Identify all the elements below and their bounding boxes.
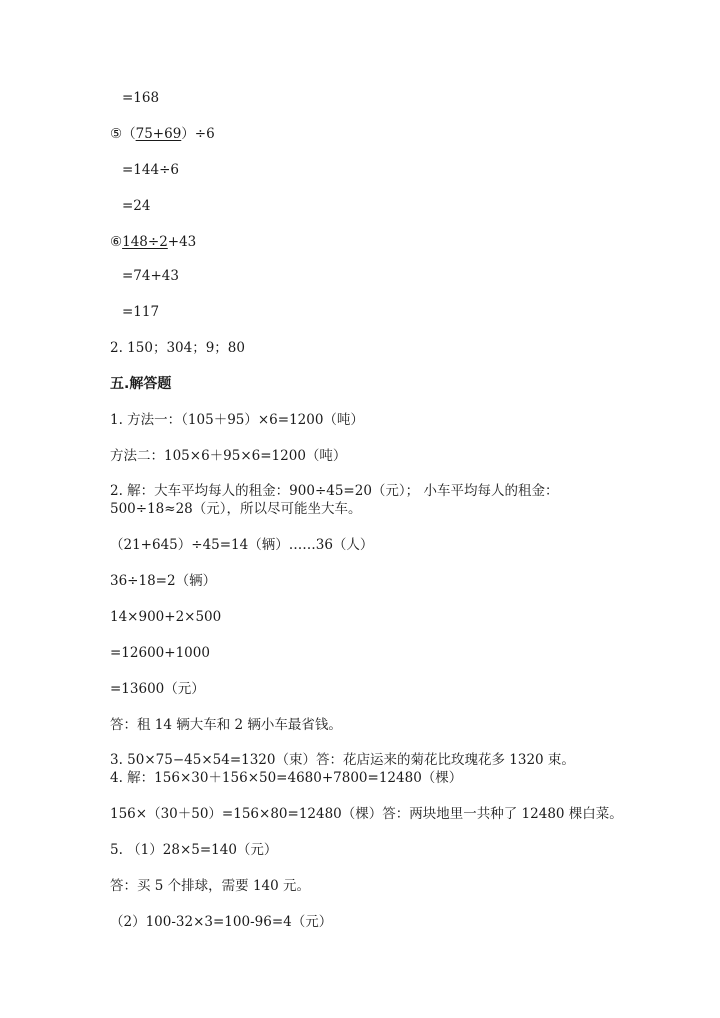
answer-line: （21+645）÷45=14（辆）……36（人） — [110, 537, 374, 553]
underlined-expression: 148÷2 — [122, 234, 168, 250]
calc-line: =144÷6 — [122, 162, 179, 178]
line-suffix: +43 — [167, 234, 197, 250]
underlined-expression: 75+69 — [135, 126, 182, 142]
answer-line: 答：租 14 辆大车和 2 辆小车最省钱。 — [110, 717, 342, 733]
answer-line: 2. 150；304；9；80 — [110, 340, 245, 356]
answer-line: =12600+1000 — [110, 645, 210, 661]
line-prefix: ⑤（ — [110, 126, 136, 142]
answer-line: （2）100-32×3=100-96=4（元） — [110, 914, 333, 930]
line-suffix: ）÷6 — [181, 126, 215, 142]
answer-line: 5. （1）28×5=140（元） — [110, 842, 278, 858]
answer-line: 方法二：105×6＋95×6=1200（吨） — [110, 448, 347, 464]
calc-line-circled-6 — [110, 233, 196, 251]
answer-line: =13600（元） — [110, 681, 205, 697]
answer-line: 500÷18≈28（元），所以尽可能坐大车。 — [110, 501, 362, 517]
answer-line: 36÷18=2（辆） — [110, 573, 217, 589]
calc-line: =74+43 — [122, 268, 179, 284]
answer-line: 14×900+2×500 — [110, 609, 222, 625]
answer-line: 2. 解：大车平均每人的租金：900÷45=20（元）； 小车平均每人的租金： — [110, 483, 559, 499]
answer-line: 3. 50×75−45×54=1320（束）答：花店运来的菊花比玫瑰花多 1320 束。 — [110, 752, 575, 768]
answer-line: 4. 解：156×30＋156×50=4680+7800=12480（棵） — [110, 770, 463, 786]
calc-line: =24 — [122, 198, 151, 214]
answer-line: 156×（30＋50）=156×80=12480（棵）答：两块地里一共种了 12480 棵白菜。 — [110, 806, 623, 822]
calc-line-circled-5 — [110, 125, 215, 143]
section-heading: 五.解答题 — [110, 376, 172, 392]
calc-line: =117 — [122, 304, 160, 320]
calc-line: =168 — [122, 90, 160, 106]
line-prefix: ⑥ — [110, 234, 123, 250]
answer-line: 答：买 5 个排球，需要 140 元。 — [110, 878, 311, 894]
answer-line: 1. 方法一：（105＋95）×6=1200（吨） — [110, 412, 364, 428]
